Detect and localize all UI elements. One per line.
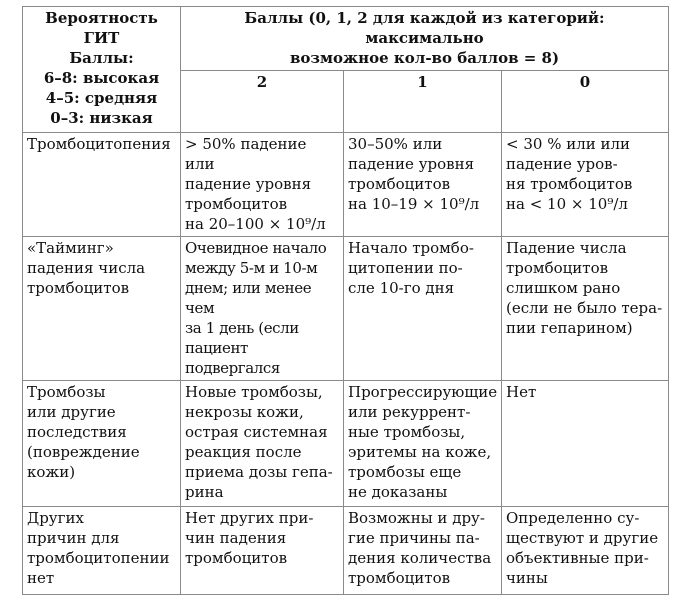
category-cell: Тромбоцитопения (23, 133, 181, 237)
table-row (23, 237, 669, 381)
score-0-cell: Падение числа тромбоцитов слишком рано (если не было тера- пии гепарином) (502, 237, 669, 381)
points-1-header: 1 (344, 71, 502, 133)
category-cell: Других причин для тромбоцитопении нет (23, 507, 181, 595)
score-2-cell: Очевидное начало между 5-м и 10-м днем; или менее чем за 1 день (если пациент подвергался (181, 237, 344, 381)
score-2-cell: Новые тромбозы, некрозы кожи, острая системная реакция после приема дозы гепа- рина (181, 381, 344, 507)
score-2-cell: > 50% падение или падение уровня тромбоцитов на 20–100 × 10⁹/л (181, 133, 344, 237)
table-row (23, 381, 669, 507)
score-0-cell: Нет (502, 381, 669, 507)
points-0-header: 0 (502, 71, 669, 133)
score-0-cell: < 30 % или или падение уров- ня тромбоцитов на < 10 × 10⁹/л (502, 133, 669, 237)
scoring-description-cell: Баллы (0, 1, 2 для каждой из категорий: максимально возможное кол-во баллов = 8) (181, 7, 669, 71)
score-1-cell: Возможны и дру- гие причины па- дения количества тромбоцитов (344, 507, 502, 595)
probability-legend-cell: Вероятность ГИТ Баллы: 6–8: высокая 4–5: средняя 0–3: низкая (23, 7, 181, 133)
score-2-cell: Нет других при- чин падения тромбоцитов (181, 507, 344, 595)
score-1-cell: 30–50% или падение уровня тромбоцитов на 10–19 × 10⁹/л (344, 133, 502, 237)
header-row (23, 7, 669, 71)
score-1-cell: Начало тромбо- цитопении по- сле 10-го дня (344, 237, 502, 381)
table-row (23, 507, 669, 595)
points-2-header: 2 (181, 71, 344, 133)
score-0-cell: Определенно су- ществуют и другие объективные при- чины (502, 507, 669, 595)
score-1-cell: Прогрессирующие или рекуррент- ные тромбозы, эритемы на коже, тромбозы еще не доказаны (344, 381, 502, 507)
category-cell: «Тайминг» падения числа тромбоцитов (23, 237, 181, 381)
table-row (23, 133, 669, 237)
hit-score-table (22, 6, 669, 595)
category-cell: Тромбозы или другие последствия (повреждение кожи) (23, 381, 181, 507)
